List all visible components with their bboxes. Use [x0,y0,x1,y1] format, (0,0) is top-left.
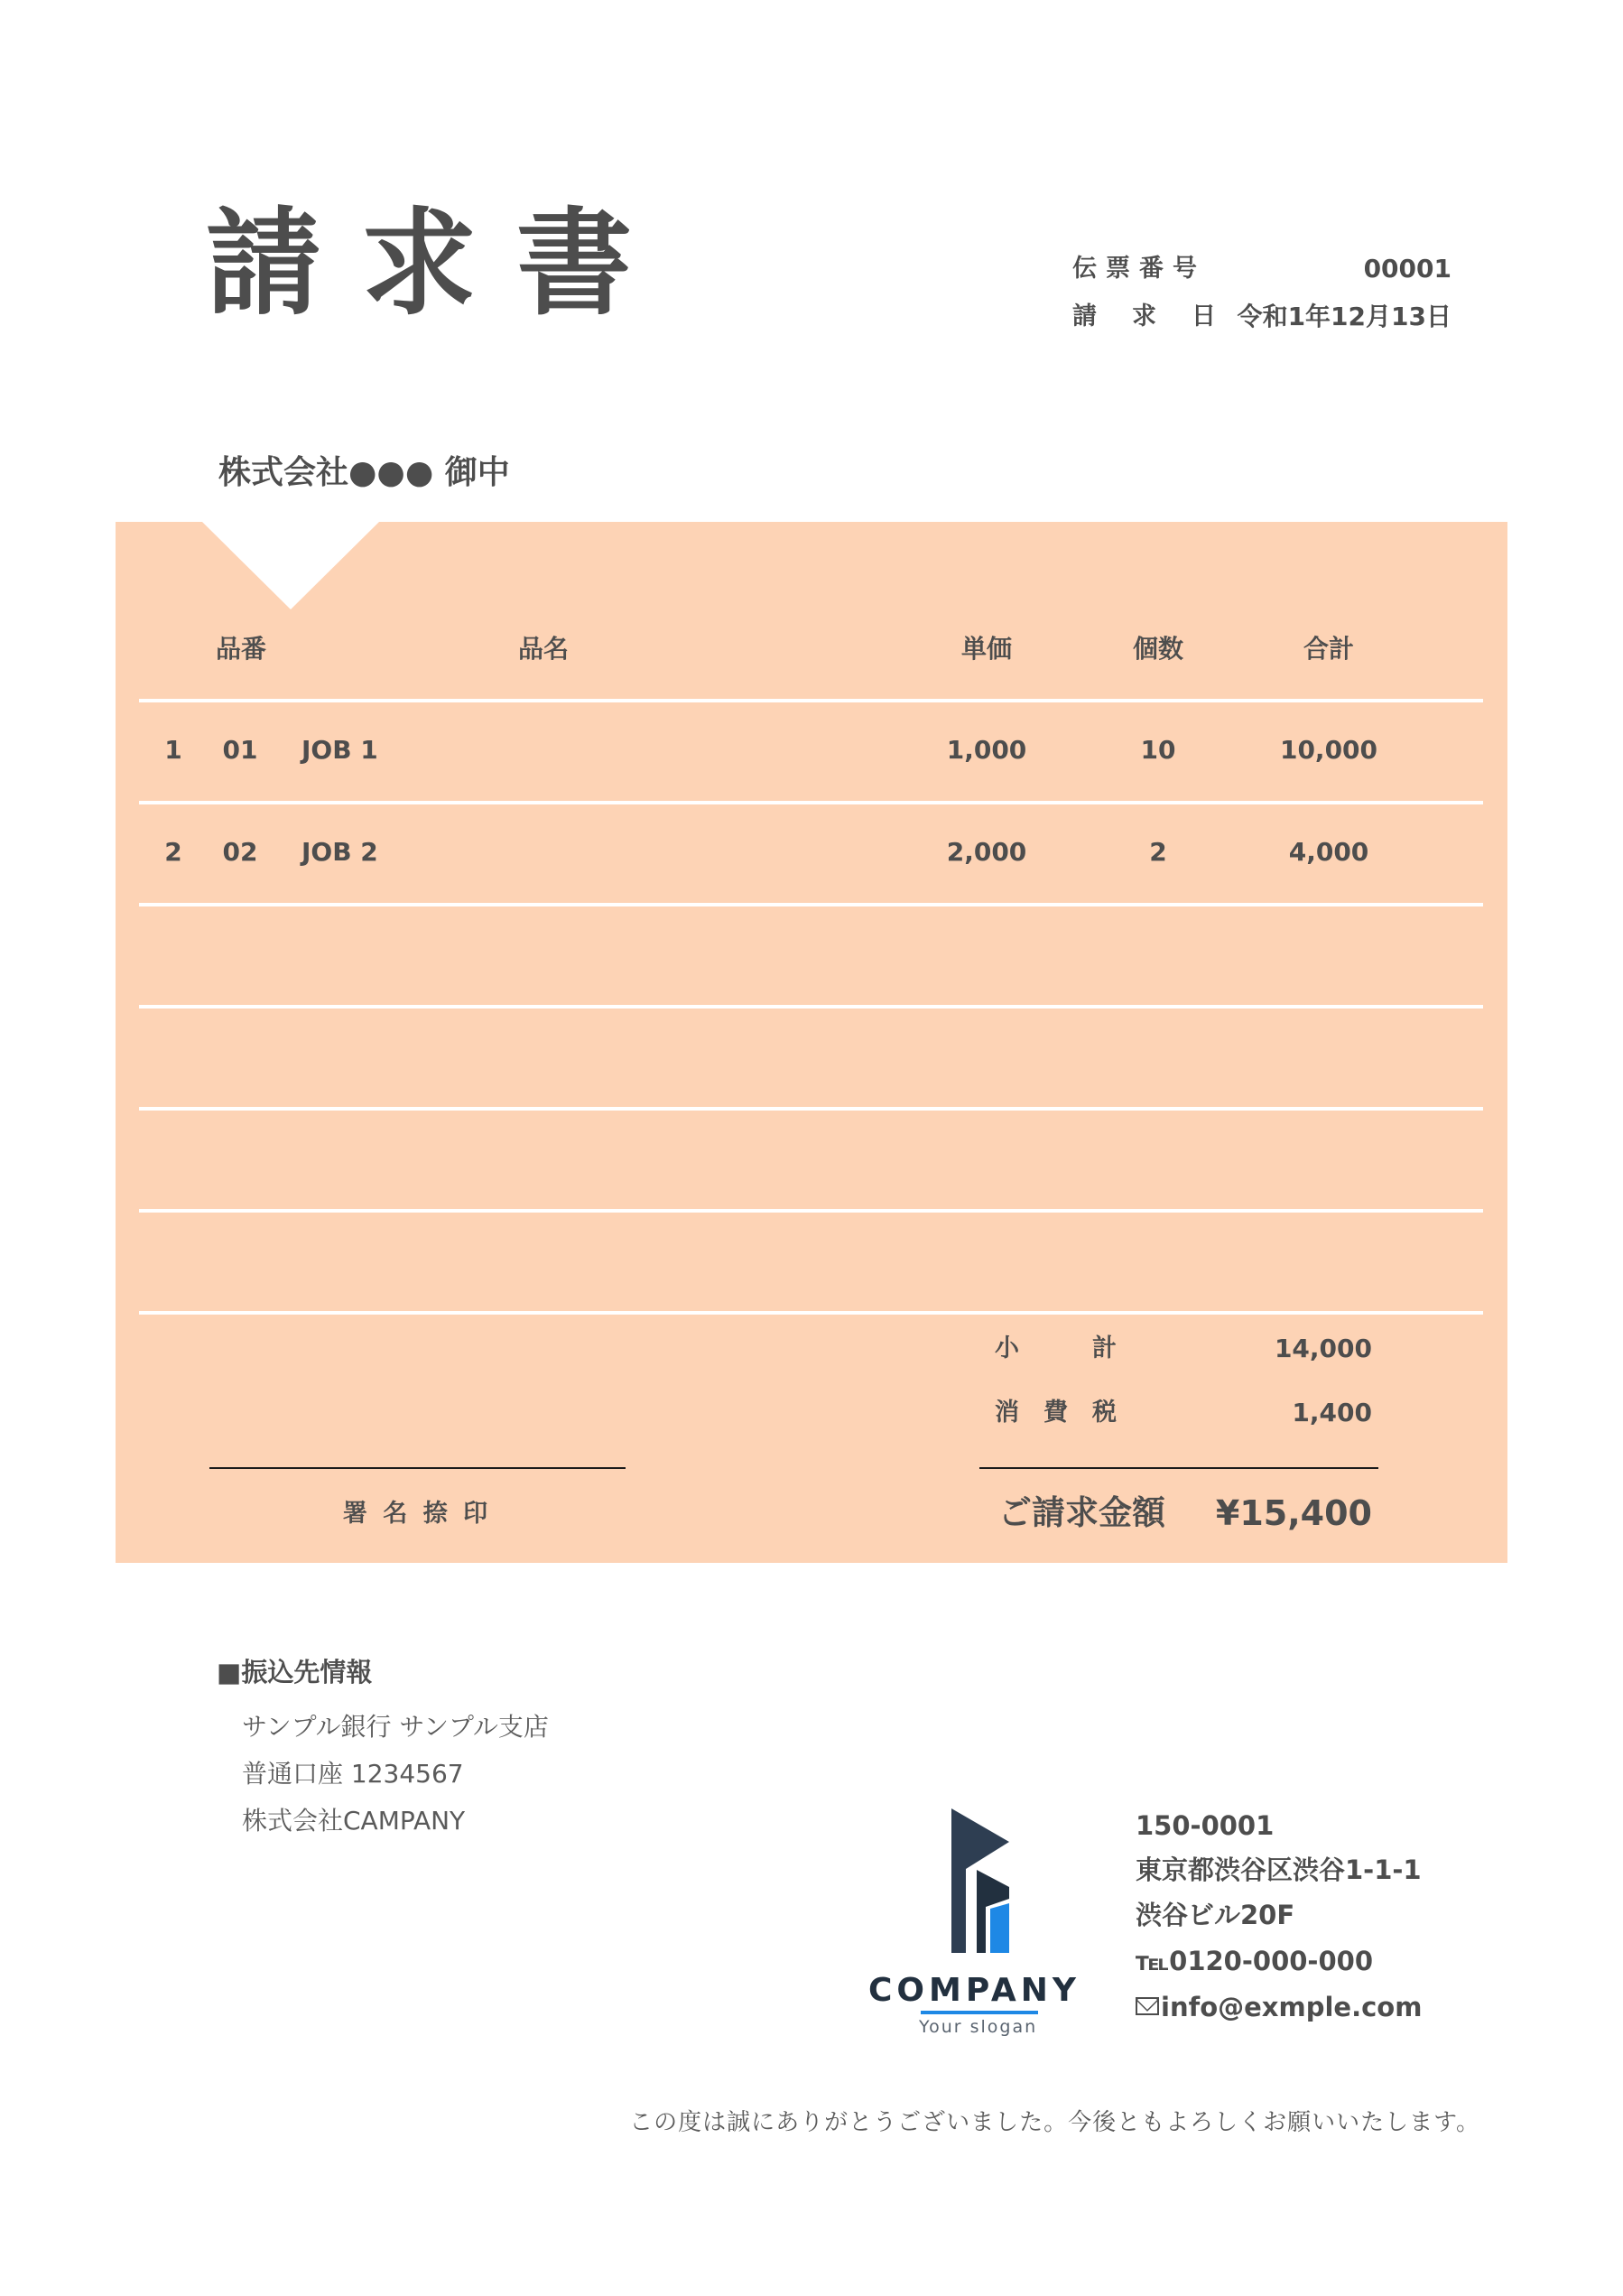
slip-number-value: 00001 [1363,254,1451,284]
thank-you-message: この度は誠にありがとうございました。今後ともよろしくお願いいたします。 [629,2109,1480,2136]
postal-code: 150-0001 [1136,1810,1275,1841]
signature-label: 署 名 捺 印 [342,1500,492,1528]
invoice-date-value: 令和1年12月13日 [1237,302,1451,331]
company-slogan: Your slogan [919,2017,1038,2037]
item-name: JOB 1 [301,735,378,765]
invoice-date-label: 請 求 日 [1072,302,1221,330]
logo-underline [921,2011,1038,2014]
bank-name: サンプル銀行 サンプル支店 [242,1712,549,1742]
bank-account-holder: 株式会社CAMPANY [242,1806,466,1836]
line-total: 10,000 [1279,735,1378,765]
item-code: 01 [222,735,258,765]
bank-account: 普通口座 1234567 [242,1759,464,1789]
notch-decoration [202,522,379,609]
phone-text: ℡0120-000-000 [1136,1946,1373,1976]
item-code: 02 [222,837,258,867]
header-quantity: 個数 [1132,634,1184,664]
address-line-1: 東京都渋谷区渋谷1-1-1 [1136,1854,1422,1885]
unit-price: 2,000 [946,837,1027,867]
phone-number [1136,1945,1373,1977]
signature-line [209,1467,626,1469]
header-item-code: 品番 [215,634,267,664]
document-title: 請求書 [206,197,672,331]
grand-total-label: ご請求金額 [998,1493,1165,1532]
unit-price: 1,000 [946,735,1027,765]
email-address [1136,1991,1422,2023]
grand-total-value: ¥15,400 [1215,1493,1372,1533]
email-text: info@exmple.com [1161,1992,1423,2022]
header-unit-price: 単価 [960,634,1013,664]
address-line-2: 渋谷ビル20F [1136,1900,1295,1930]
row-divider [139,699,1483,702]
item-name: JOB 2 [301,837,378,867]
row-number: 2 [164,837,182,867]
row-divider [139,1209,1483,1213]
company-logo-icon [948,1806,1016,1957]
header-item-name: 品名 [517,634,570,664]
company-logo-name: COMPANY [868,1972,1080,2009]
tax-value: 1,400 [1292,1398,1372,1427]
tax-label: 消 費 税 [995,1399,1117,1427]
header-total: 合計 [1303,634,1355,664]
mail-icon [1136,1997,1159,2015]
row-divider [139,1107,1483,1111]
row-number: 1 [164,735,182,765]
totals-divider [979,1467,1378,1469]
row-divider [139,903,1483,906]
row-divider [139,801,1483,804]
subtotal-value: 14,000 [1274,1334,1372,1363]
quantity: 10 [1140,735,1176,765]
bank-info-title: ■振込先情報 [217,1657,373,1687]
line-total: 4,000 [1288,837,1369,867]
invoice-table-panel [116,522,1507,1563]
client-name: 株式会社●●● 御中 [218,454,510,491]
row-divider [139,1311,1483,1315]
quantity: 2 [1149,837,1167,867]
slip-number-label: 伝票番号 [1072,255,1206,283]
row-divider [139,1005,1483,1009]
subtotal-label: 小 計 [995,1334,1117,1362]
